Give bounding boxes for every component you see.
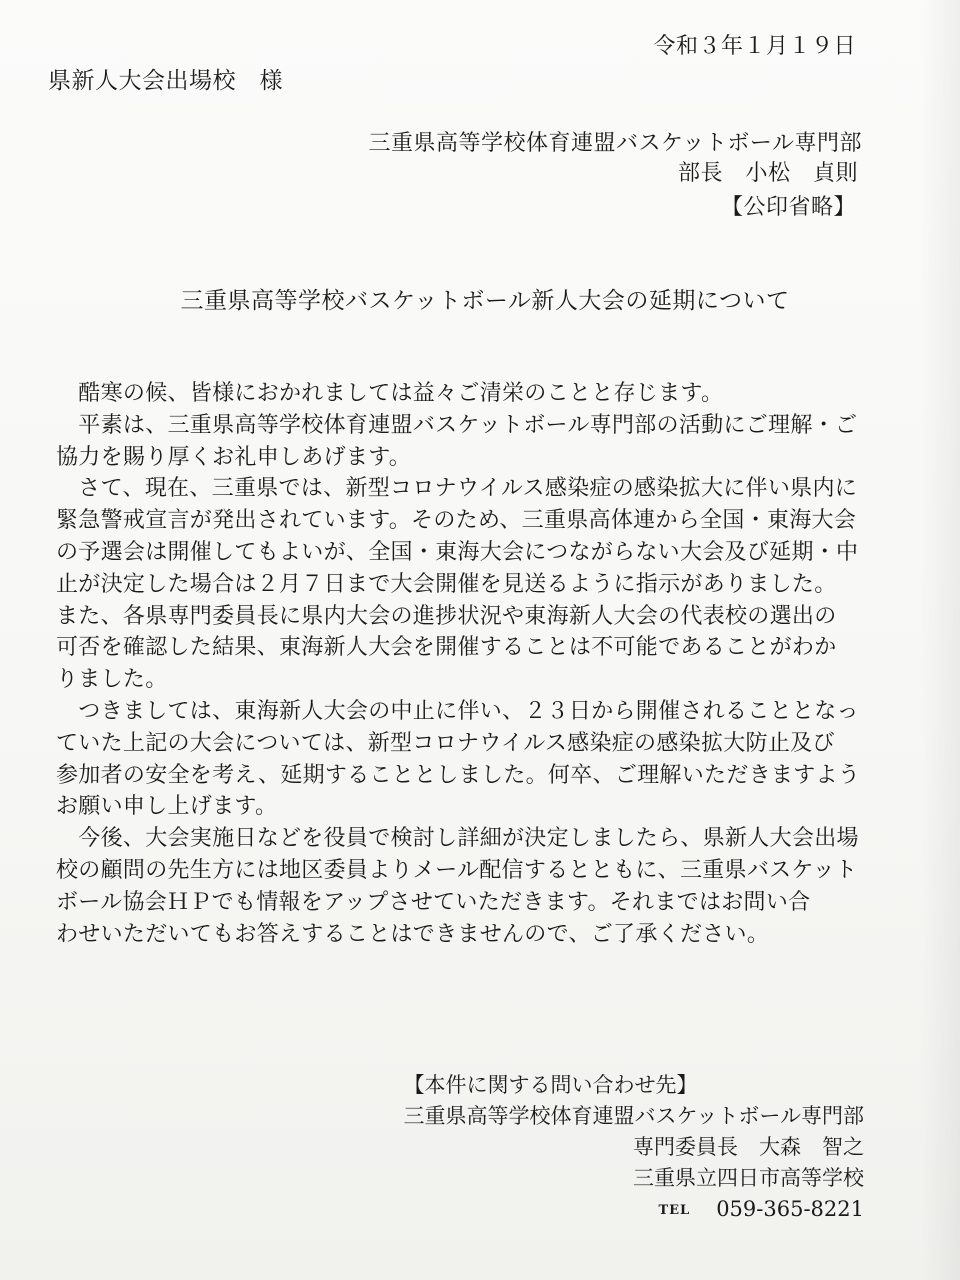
body-line: 可否を確認した結果、東海新人大会を開催することは不可能であることがわか bbox=[56, 635, 837, 661]
letter-body bbox=[56, 378, 886, 950]
body-line: 緊急警戒宣言が発出されています。そのため、三重県高体連から全国・東海大会 bbox=[56, 508, 857, 534]
contact-organization: 三重県高等学校体育連盟バスケットボール専門部 bbox=[403, 1104, 864, 1128]
sender-organization: 三重県高等学校体育連盟バスケットボール専門部 bbox=[368, 131, 862, 156]
body-line: の予選会は開催してもよいが、全国・東海大会につながらない大会及び延期・中 bbox=[56, 539, 859, 565]
body-line: わせいただいてもお答えすることはできませんので、ご了承ください。 bbox=[56, 921, 770, 947]
body-line: 参加者の安全を考え、延期することとしました。何卒、ご理解いただきますよう bbox=[56, 762, 861, 788]
contact-tel bbox=[403, 1194, 864, 1226]
body-line: つきましては、東海新人大会の中止に伴い、２３日から開催されることとなっ bbox=[56, 698, 859, 724]
contact-person: 専門委員長 大森 智之 bbox=[633, 1135, 864, 1159]
sender-head: 部長 小松 貞則 bbox=[677, 161, 858, 186]
letter-date: 令和３年１月１９日 bbox=[653, 34, 856, 59]
body-line: さて、現在、三重県では、新型コロナウイルス感染症の感染拡大に伴い県内に bbox=[56, 476, 858, 502]
body-line: 止が決定した場合は２月７日まで大会開催を見送るように指示がありました。 bbox=[56, 571, 837, 597]
body-line: 平素は、三重県高等学校体育連盟バスケットボール専門部の活動にご理解・ご bbox=[56, 412, 858, 438]
body-line: ていた上記の大会については、新型コロナウイルス感染症の感染拡大防止及び bbox=[56, 730, 835, 756]
body-line: 酷寒の候、皆様におかれましては益々ご清栄のことと存じます。 bbox=[56, 381, 724, 406]
body-line: ボール協会ＨＰでも情報をアップさせていただきます。それまではお問い合 bbox=[56, 889, 811, 915]
body-line: りました。 bbox=[56, 667, 168, 693]
body-line: 校の顧問の先生方には地区委員よりメール配信するとともに、三重県バスケット bbox=[56, 857, 858, 883]
body-line: お願い申し上げます。 bbox=[56, 794, 278, 820]
body-line: 今後、大会実施日などを役員で検討し詳細が決定しましたら、県新人大会出場 bbox=[56, 826, 859, 852]
letter-title: 三重県高等学校バスケットボール新人大会の延期について bbox=[180, 288, 790, 314]
tel-number: 059-365-8221 bbox=[716, 1197, 864, 1221]
tel-label: TEL bbox=[658, 1203, 691, 1218]
contact-block bbox=[403, 1070, 864, 1226]
body-line: また、各県専門委員長に県内大会の進捗状況や東海新人大会の代表校の選出の bbox=[56, 603, 837, 629]
body-line: 協力を賜り厚くお礼申しあげます。 bbox=[56, 444, 412, 470]
contact-heading: 【本件に関する問い合わせ先】 bbox=[403, 1073, 698, 1097]
seal-note: 【公印省略】 bbox=[720, 195, 856, 220]
recipient: 県新人大会出場校 様 bbox=[48, 68, 283, 94]
contact-school: 三重県立四日市高等学校 bbox=[633, 1166, 864, 1190]
paper-shadow bbox=[920, 0, 960, 1280]
